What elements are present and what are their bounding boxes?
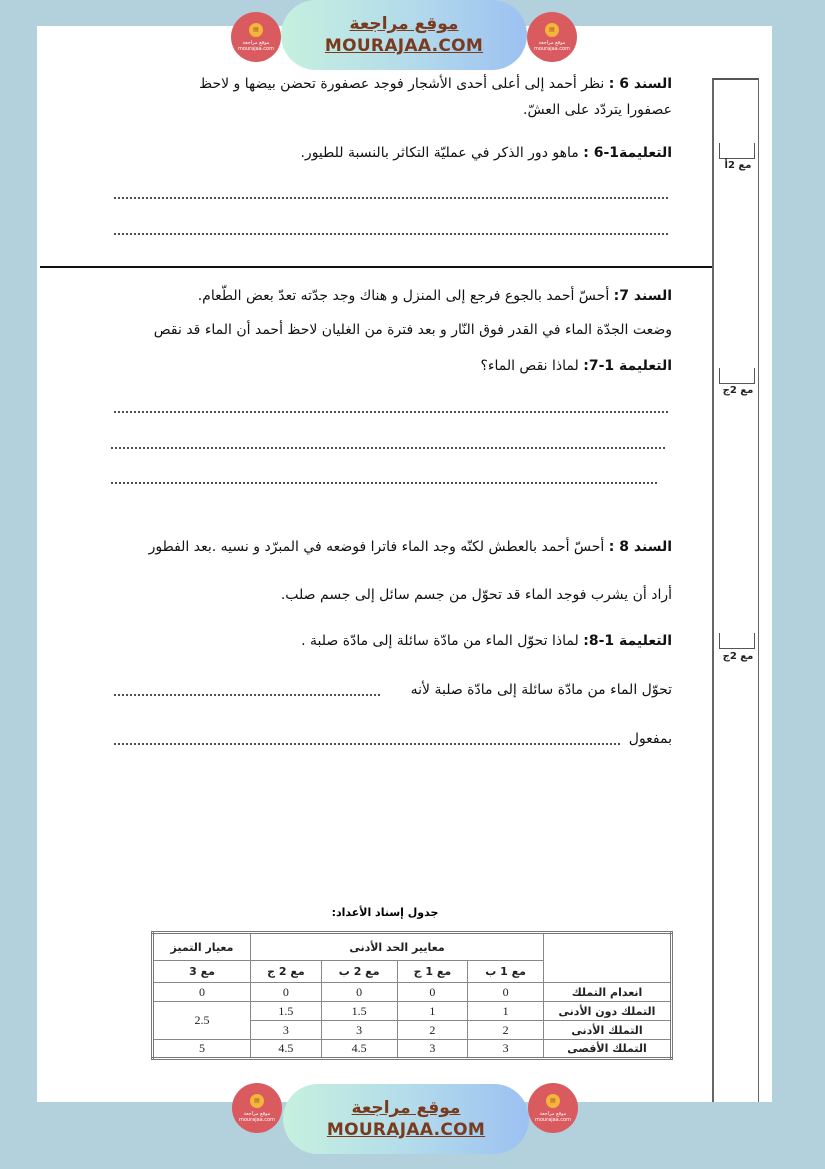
answer-line[interactable] (113, 411, 670, 413)
score-label: مع 2أ (724, 160, 752, 171)
sanad-line (198, 288, 672, 304)
cell: 1.5 (251, 1002, 322, 1021)
sanad-line (149, 539, 672, 555)
column-header: مع 3 (153, 961, 251, 983)
instruction-text: لماذا تحوّل الماء من مادّة سائلة إلى مادّة صلبة . (301, 633, 579, 649)
cell: 0 (321, 983, 397, 1002)
cell: 1.5 (321, 1002, 397, 1021)
cell: 2 (397, 1021, 468, 1040)
brand-name-arabic: موقع مراجعة (349, 14, 459, 34)
score-box[interactable] (719, 368, 755, 384)
brand-name-latin: MOURAJAA.COM (324, 36, 484, 56)
book-icon: ▤ (249, 23, 263, 37)
section-sanad-8 (110, 539, 672, 759)
instruction-label: التعليمة1-6 : (583, 145, 672, 161)
instruction-text: لماذا نقص الماء؟ (480, 358, 579, 374)
brand-banner-bottom[interactable] (283, 1084, 529, 1154)
sanad-text: عصفورا يتردّد على العشّ. (523, 102, 672, 118)
row-label: التملك الأدنى (544, 1021, 672, 1040)
instruction-text: ماهو دور الذكر في عمليّة التكاثر بالنسبة للطيور. (300, 145, 579, 161)
instruction-label: التعليمة 1-7: (583, 358, 672, 374)
marking-column (712, 78, 759, 1102)
book-icon: ▤ (545, 23, 559, 37)
cell: 4.5 (251, 1040, 322, 1059)
grade-table-title: جدول إسناد الأعداد: (331, 906, 439, 919)
sanad-text: أحسّ أحمد بالعطش لكنّه وجد الماء فاترا فوضعه في المبرّد و نسيه .بعد الفطور (148, 539, 605, 555)
brand-logo-badge-left-bottom[interactable]: ▤ موقع مراجعة mourajaa.com (232, 1083, 282, 1133)
row-label: التملك دون الأدنى (544, 1002, 672, 1021)
cell: 2 (468, 1021, 544, 1040)
row-label: التملك الأقصى (544, 1040, 672, 1059)
brand-banner-top[interactable] (281, 0, 527, 70)
table-row (153, 983, 672, 1002)
corner-cell (544, 933, 672, 983)
sanad-label: السند 6 : (608, 76, 672, 92)
answer-line[interactable] (113, 743, 620, 745)
answer-line[interactable] (113, 197, 670, 199)
cell: 0 (468, 983, 544, 1002)
cell: 0 (251, 983, 322, 1002)
cell: 3 (468, 1040, 544, 1059)
brand-logo-badge-left[interactable]: ▤ موقع مراجعة mourajaa.com (231, 12, 281, 62)
cell: 3 (251, 1021, 322, 1040)
excellence-header: معيار التميز (153, 933, 251, 961)
sanad-text: نظر أحمد إلى أعلى أحدى الأشجار فوجد عصفورة تحضن بيضها و لاحظ (199, 76, 605, 92)
sanad-label: السند 7: (613, 288, 672, 304)
score-label: مع 2ج (722, 385, 754, 396)
brand-name-arabic: موقع مراجعة (351, 1098, 461, 1118)
column-header: مع 1 ج (397, 961, 468, 983)
brand-logo-badge-right-bottom[interactable]: ▤ موقع مراجعة mourajaa.com (528, 1083, 578, 1133)
book-icon: ▤ (546, 1094, 560, 1108)
table-row (153, 1040, 672, 1059)
sanad-text: وضعت الجدّة الماء في القدر فوق النّار و بعد فترة من الغليان لاحظ أحمد أن الماء قد نقص (153, 322, 672, 338)
score-label: مع 2ج (722, 651, 754, 662)
sanad-label: السند 8 : (608, 539, 672, 555)
answer-line[interactable] (113, 233, 670, 235)
row-label: انعدام التملك (544, 983, 672, 1002)
answer-prompt: بمفعول (628, 731, 672, 747)
answer-prompt: تحوّل الماء من مادّة سائلة إلى مادّة صلبة لأنه (410, 682, 672, 698)
cell: 0 (397, 983, 468, 1002)
cell: 3 (397, 1040, 468, 1059)
cell: 3 (321, 1021, 397, 1040)
brand-logo-badge-right[interactable]: ▤ موقع مراجعة mourajaa.com (527, 12, 577, 62)
cell: 5 (153, 1040, 251, 1059)
grade-table (151, 931, 673, 1060)
answer-line[interactable] (113, 694, 380, 696)
column-header: مع 2 ج (251, 961, 322, 983)
instruction-line (300, 145, 672, 161)
sanad-line (199, 76, 672, 92)
section-sanad-7 (110, 288, 672, 388)
instruction-line (301, 633, 672, 649)
answer-line[interactable] (110, 482, 657, 484)
instruction-label: التعليمة 1-8: (583, 633, 672, 649)
instruction-line (480, 358, 672, 374)
score-box[interactable] (719, 143, 755, 159)
cell: 0 (153, 983, 251, 1002)
book-icon: ▤ (250, 1094, 264, 1108)
cell: 1 (397, 1002, 468, 1021)
cell: 4.5 (321, 1040, 397, 1059)
section-sanad-6 (110, 76, 672, 246)
cell: 1 (468, 1002, 544, 1021)
brand-name-latin: MOURAJAA.COM (326, 1120, 486, 1140)
column-header: مع 2 ب (321, 961, 397, 983)
column-header: مع 1 ب (468, 961, 544, 983)
sanad-text: أحسّ أحمد بالجوع فرجع إلى المنزل و هناك وجد جدّته تعدّ بعض الطّعام. (197, 288, 610, 304)
cell: 2.5 (153, 1002, 251, 1040)
min-criteria-header: معايير الحد الأدنى (251, 933, 544, 961)
score-box[interactable] (719, 633, 755, 649)
sanad-text: أراد أن يشرب فوجد الماء قد تحوّل من جسم سائل إلى جسم صلب. (280, 587, 672, 603)
table-row (153, 1002, 672, 1021)
section-divider (40, 266, 712, 268)
answer-line[interactable] (110, 447, 667, 449)
